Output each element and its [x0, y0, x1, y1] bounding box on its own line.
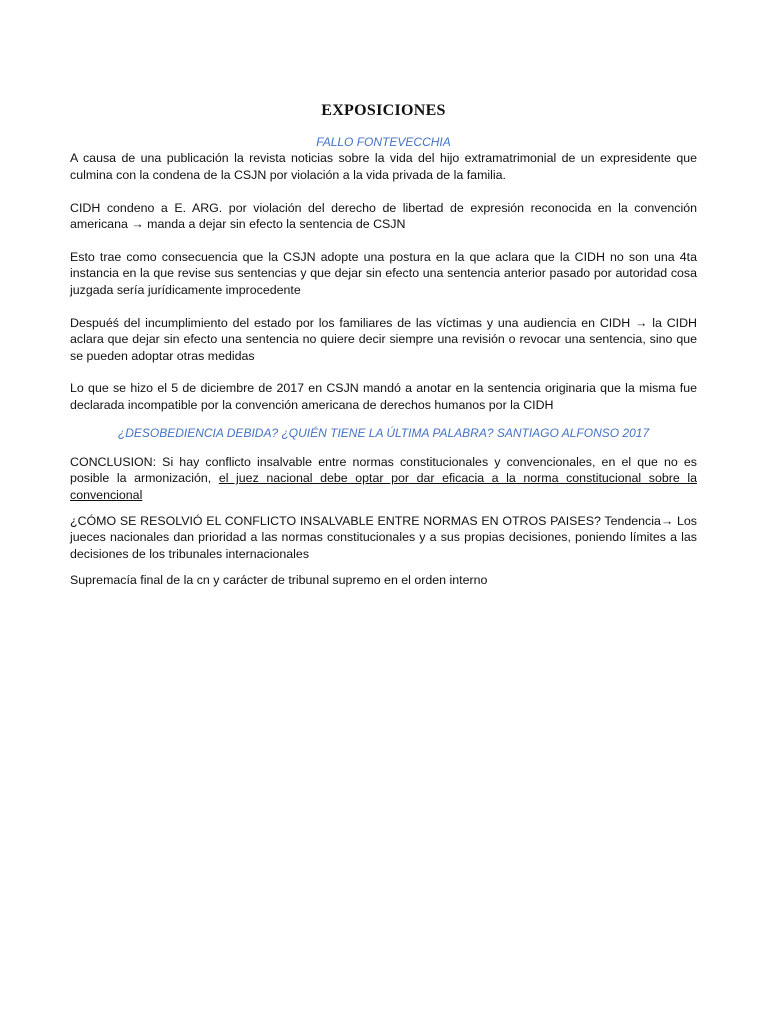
arrow-icon: → [131, 217, 144, 232]
conclusion-underlined-text: el juez nacional debe optar por dar eficacia a la norma constitucional sobre la convencional [70, 471, 697, 502]
paragraph-conclusion [70, 454, 697, 503]
conclusion-text: CONCLUSION: Si hay conflicto insalvable entre normas constitucionales y convencionales, en el que no es posible la armonización, [70, 454, 697, 486]
paragraph-4-text-a: Despuéś del incumplimiento del estado por los familiares de las víctimas y una audiencia en CIDH [70, 315, 631, 330]
paragraph-3: Esto trae como consecuencia que la CSJN adopte una postura en la que aclara que la CIDH no son una 4ta instancia en la que revise sus sentencias y que dejar sin efecto una sentencia anterior pasado por autoridad cosa juzgada sería jurídicamente improcedente [70, 250, 697, 297]
paragraph-supremacia: Supremacía final de la cn y carácter de tribunal supremo en el orden interno [70, 573, 488, 588]
paragraph-otros-paises [70, 513, 697, 562]
heading-desobediencia-debida: ¿DESOBEDIENCIA DEBIDA? ¿QUIÉN TIENE LA ÚLTIMA PALABRA? SANTIAGO ALFONSO 2017 [117, 426, 650, 441]
paragraph-2-text-a: CIDH condeno a E. ARG. por violación del derecho de libertad de expresión reconocida en la convención americana [70, 200, 697, 232]
paragraph-2 [70, 200, 697, 233]
paragraph-5: Lo que se hizo el 5 de diciembre de 2017 en CSJN mandó a anotar en la sentencia originaria que la misma fue declarada incompatible por la convención americana de derechos humanos por la CIDH [70, 381, 697, 412]
arrow-icon: → [635, 315, 648, 330]
heading-fallo-fontevecchia: FALLO FONTEVECCHIA [316, 135, 451, 149]
otros-paises-question: ¿CÓMO SE RESOLVIÓ EL CONFLICTO INSALVABLE ENTRE NORMAS EN OTROS PAISES? Tendencia [70, 513, 661, 528]
paragraph-2-text-b: manda a dejar sin efecto la sentencia de CSJN [147, 217, 406, 232]
arrow-icon: → [660, 513, 674, 528]
paragraph-1: A causa de una publicación la revista noticias sobre la vida del hijo extramatrimonial de un expresidente que culmina con la condena de la CSJN por violación a la vida privada de la familia. [70, 151, 697, 182]
paragraph-4-text-b: la CIDH aclara que dejar sin efecto una sentencia no quiere decir siempre una revisión o revocar una sentencia, sino que se pueden adoptar otras medidas [70, 315, 698, 363]
paragraph-4 [70, 315, 697, 364]
document-body [70, 100, 697, 589]
document-title: EXPOSICIONES [321, 102, 446, 119]
otros-paises-answer: Los jueces nacionales dan prioridad a las normas constitucionales y a sus propias decisiones, poniendo límites a las decisiones de los tribunales internacionales [70, 513, 697, 561]
